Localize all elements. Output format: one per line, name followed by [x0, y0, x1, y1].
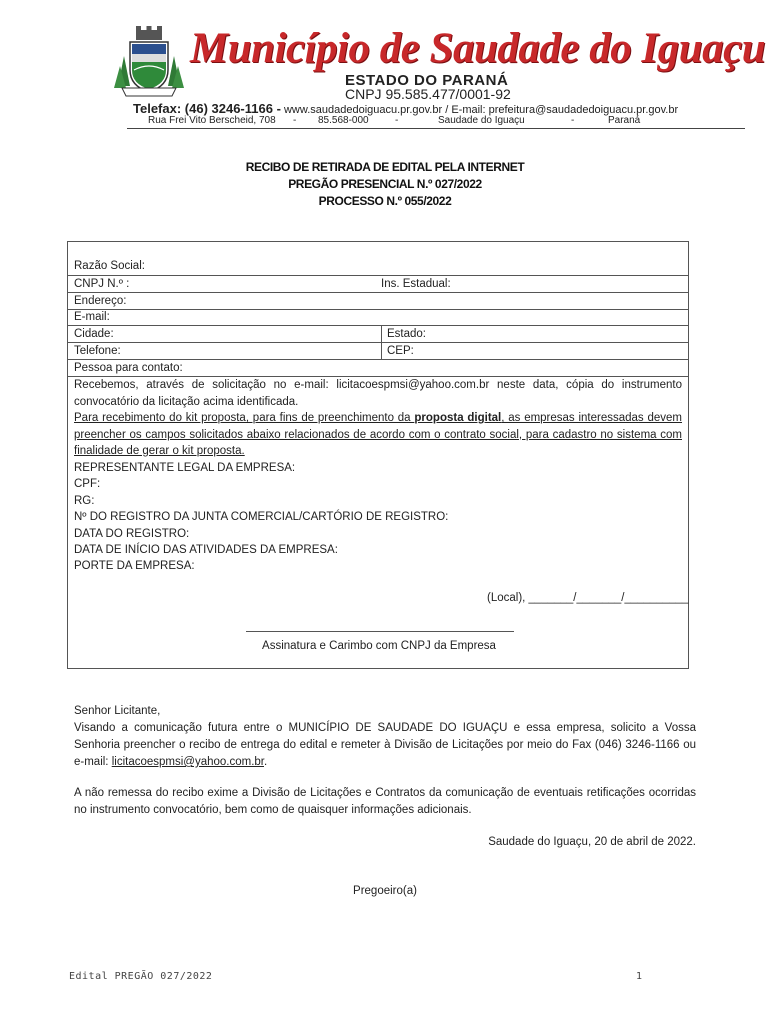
signature-line [246, 631, 514, 632]
kit-text-start: Para recebimento do kit proposta, para fins de preenchimento da [74, 412, 415, 424]
porte-label: PORTE DA EMPRESA: [74, 560, 195, 572]
cidade-label: Cidade: [74, 328, 114, 340]
proposta-digital: proposta digital [414, 412, 502, 424]
cep-label: CEP: [387, 345, 414, 357]
kit-proposta-paragraph [74, 410, 682, 460]
divider [68, 275, 688, 276]
document-title: RECIBO DE RETIRADA DE EDITAL PELA INTERNET [245, 160, 525, 174]
data-inicio-label: DATA DE INÍCIO DAS ATIVIDADES DA EMPRESA: [74, 544, 338, 556]
ins-estadual-label: Ins. Estadual: [381, 278, 451, 290]
state-label: ESTADO DO PARANÁ [345, 72, 509, 89]
date-line: Saudade do Iguaçu, 20 de abril de 2022. [488, 836, 696, 848]
local-date-line: (Local), _______/_______/__________ [487, 592, 689, 604]
contact-line [133, 101, 678, 116]
receipt-form [67, 241, 689, 669]
address-line [148, 115, 668, 129]
processo-number: PROCESSO N.º 055/2022 [318, 194, 452, 208]
communication-text: Visando a comunicação futura entre o MUNICÍPIO DE SAUDADE DO IGUAÇU e essa empresa, solicito a Vossa Senhoria preencher o recibo de entrega do edital e remeter à Divisão de Licitações por meio do Fax (046) 3246-1166 ou e-mail: [74, 722, 696, 768]
divider [68, 342, 688, 343]
address-separator: - [293, 115, 297, 126]
divider [68, 325, 688, 326]
header-cnpj: CNPJ 95.585.477/0001-92 [345, 86, 511, 102]
endereco-label: Endereço: [74, 295, 127, 307]
header-divider [127, 128, 745, 129]
crest-icon [112, 26, 186, 98]
municipality-title: Município de Saudade do Iguaçu [190, 25, 766, 72]
remessa-paragraph: A não remessa do recibo exime a Divisão de Licitações e Contratos da comunicação de eventuais retificações ocorridas no instrumento convocatório, bem como de quaisquer informações adicionais. [74, 787, 696, 816]
pregao-number: PREGÃO PRESENCIAL N.º 027/2022 [288, 177, 482, 191]
contact-email-link[interactable]: licitacoespmsi@yahoo.com.br [111, 756, 264, 768]
period: . [264, 756, 268, 768]
column-divider [381, 325, 382, 359]
rg-label: RG: [74, 495, 95, 507]
representante-label: REPRESENTANTE LEGAL DA EMPRESA: [74, 462, 296, 474]
divider [68, 309, 688, 310]
signature-caption: Assinatura e Carimbo com CNPJ da Empresa [262, 640, 496, 652]
cnpj-label: CNPJ N.º : [74, 278, 130, 290]
address-separator: - [571, 115, 575, 126]
pregoeiro-signature: Pregoeiro(a) [353, 885, 417, 897]
address-street: Rua Frei Vito Berscheid, 708 [148, 115, 276, 126]
divider [68, 292, 688, 293]
address-separator: - [395, 115, 399, 126]
footer-edital: Edital PREGÃO 027/2022 [69, 971, 213, 982]
address-cep: 85.568-000 [318, 115, 369, 126]
contato-label: Pessoa para contato: [74, 362, 183, 374]
municipal-crest [112, 26, 186, 98]
address-city: Saudade do Iguaçu [438, 115, 525, 126]
web-email: www.saudadedoiguacu.pr.gov.br / E-mail: prefeitura@saudadedoiguacu.pr.gov.br [283, 104, 679, 116]
registro-label: Nº DO REGISTRO DA JUNTA COMERCIAL/CARTÓRIO DE REGISTRO: [74, 511, 449, 523]
greeting: Senhor Licitante, [74, 705, 161, 717]
recebemos-paragraph: Recebemos, através de solicitação no e-mail: licitacoespmsi@yahoo.com.br neste data, cópia do instrumento convocatório da licitação acima identificada. [74, 379, 682, 408]
page-number: 1 [636, 971, 643, 982]
estado-label: Estado: [387, 328, 426, 340]
communication-paragraph [74, 720, 696, 771]
kit-text-end: , as empresas interessadas devem preencher os campos solicitados abaixo relacionados de acordo com o contrato social, para cadastro no sistema com finalidade de gerar o kit proposta. [74, 412, 683, 457]
address-state: Paraná [608, 115, 641, 126]
razao-social-label: Razão Social: [74, 260, 145, 272]
telefone-label: Telefone: [74, 345, 121, 357]
cpf-label: CPF: [74, 478, 101, 490]
email-label: E-mail: [74, 311, 110, 323]
data-registro-label: DATA DO REGISTRO: [74, 528, 190, 540]
telefax: Telefax: (46) 3246-1166 - [133, 101, 281, 116]
